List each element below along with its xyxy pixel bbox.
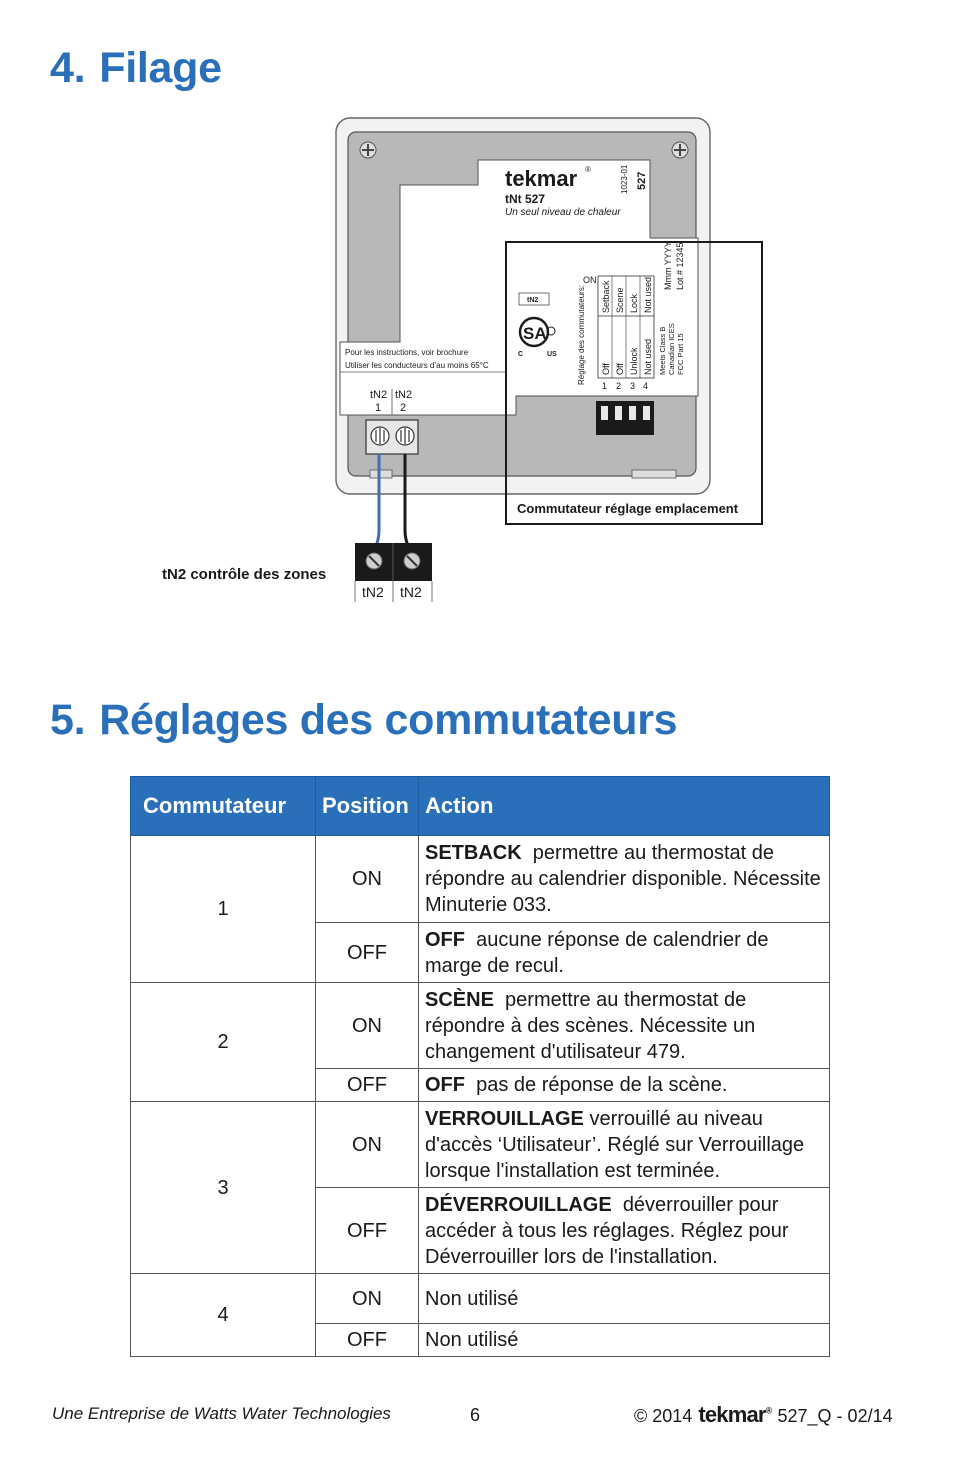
action-cell — [419, 1069, 830, 1102]
wiring-diagram — [0, 110, 954, 610]
switch-number-cell: 3 — [131, 1102, 316, 1274]
table-row — [131, 836, 830, 923]
action-keyword: SCÈNE — [425, 988, 494, 1011]
column-header-action: Action — [419, 777, 830, 836]
screw-icon — [672, 142, 688, 158]
page-number: 6 — [470, 1405, 481, 1425]
switch-number-3: 3 — [630, 381, 636, 391]
action-text: permettre au thermostat de répondre au calendrier disponible. Nécessite Minuterie 033. — [425, 842, 821, 916]
position-cell: ON — [316, 1102, 419, 1188]
brand-logo: tekmar — [505, 166, 578, 191]
terminal-label-1: tN2 — [370, 389, 388, 401]
zone-terminal-screw-icon — [366, 553, 382, 569]
position-cell: OFF — [316, 923, 419, 983]
action-text: aucune réponse de calendrier de marge de recul. — [425, 928, 769, 977]
action-cell — [419, 1188, 830, 1274]
table-row — [131, 1102, 830, 1188]
action-keyword: OFF — [425, 1074, 465, 1096]
action-cell — [419, 1324, 830, 1357]
zone-label: tN2 contrôle des zones — [162, 566, 327, 583]
registered-mark: ® — [765, 1405, 772, 1416]
switch-number-cell: 2 — [131, 983, 316, 1102]
part-code: 1023-01 — [620, 164, 629, 194]
meets-line-3: FCC Part 15 — [676, 333, 685, 375]
position-cell: OFF — [316, 1188, 419, 1274]
section-heading-wiring — [50, 44, 222, 93]
switch-number-cell: 1 — [131, 836, 316, 983]
table-row — [131, 1274, 830, 1324]
action-text: Non utilisé — [425, 1287, 519, 1310]
csa-c: C — [518, 351, 524, 358]
action-cell — [419, 983, 830, 1069]
table-header-row — [131, 777, 830, 836]
action-cell — [419, 1102, 830, 1188]
switch-number-1: 1 — [602, 381, 608, 391]
position-cell: OFF — [316, 1069, 419, 1102]
action-keyword: VERROUILLAGE — [425, 1107, 584, 1130]
instructions-line-1: Pour les instructions, voir brochure — [345, 348, 469, 357]
copyright-text: © 2014 — [634, 1406, 693, 1426]
column-header-position: Position — [316, 777, 419, 836]
brand-name: tekmar — [698, 1402, 766, 1427]
switch-block-label: Réglage des commutateurs: — [577, 284, 586, 385]
position-cell: ON — [316, 836, 419, 923]
screw-icon — [360, 142, 376, 158]
section-title: Réglages des commutateurs — [99, 696, 678, 744]
switch-off-name-2: Off — [615, 363, 625, 375]
switch-number-cell: 4 — [131, 1274, 316, 1357]
switch-off-name-1: Off — [601, 363, 611, 375]
instructions-line-2: Utiliser les conducteurs d’au moins 65°C — [345, 361, 489, 370]
model-name: tNt 527 — [505, 192, 546, 206]
zone-terminal-screw-icon — [404, 553, 420, 569]
switch-on-label: ON — [583, 275, 597, 285]
document-code: 527_Q - 02/14 — [777, 1406, 893, 1426]
action-text: pas de réponse de la scène. — [476, 1074, 728, 1096]
column-header-switch: Commutateur — [131, 777, 316, 836]
action-text: verrouillé au niveau d'accès ‘Utilisateur’. Réglé sur Verrouillage lorsque l'installation est terminée. — [425, 1107, 805, 1182]
model-number: 527 — [636, 171, 648, 190]
zone-terminal-label-1: tN2 — [362, 584, 384, 600]
switch-settings-table — [130, 776, 830, 1357]
terminal-number-1: 1 — [375, 402, 382, 414]
action-text: Non utilisé — [425, 1329, 519, 1351]
action-text: déverrouiller pour accéder à tous les réglages. Réglez pour Déverrouiller lors de l'installation. — [425, 1193, 789, 1268]
position-cell: ON — [316, 983, 419, 1069]
position-cell: ON — [316, 1274, 419, 1324]
action-cell — [419, 923, 830, 983]
terminal-number-2: 2 — [400, 402, 407, 414]
meets-line-1: Meets Class B — [658, 326, 667, 375]
terminal-label-2: tN2 — [395, 389, 413, 401]
action-text: permettre au thermostat de répondre à des scènes. Nécessite un changement d'utilisateur 479. — [425, 988, 756, 1063]
switch-off-name-3: Unlock — [629, 347, 639, 375]
action-keyword: DÉVERROUILLAGE — [425, 1193, 612, 1216]
switch-number-4: 4 — [643, 381, 649, 391]
action-cell — [419, 836, 830, 923]
switch-number-2: 2 — [616, 381, 622, 391]
section-title: Filage — [99, 44, 222, 92]
terminal-screw-icon — [396, 427, 414, 445]
section-heading-settings — [50, 696, 677, 745]
svg-text:®: ® — [585, 165, 591, 174]
date-line-1: Mmm YYYY — [663, 241, 673, 290]
zone-terminal-label-2: tN2 — [400, 584, 422, 600]
position-cell: OFF — [316, 1324, 419, 1357]
switch-off-name-4: Not used — [643, 338, 653, 375]
terminal-screw-icon — [371, 427, 389, 445]
action-keyword: OFF — [425, 928, 465, 951]
model-subtitle: Un seul niveau de chaleur — [505, 207, 621, 218]
brand-logo — [698, 1402, 771, 1428]
switch-on-name-2: Scene — [615, 287, 625, 313]
svg-text:SA: SA — [523, 324, 547, 343]
table-row — [131, 983, 830, 1069]
section-number: 4. — [50, 44, 86, 92]
switch-on-name-4: Not used — [643, 276, 653, 313]
footer-company: Une Entreprise de Watts Water Technologies — [52, 1404, 391, 1423]
callout-label: Commutateur réglage emplacement — [517, 501, 739, 516]
tn2-badge-text: tN2 — [527, 297, 539, 304]
date-line-2: Lot # 12345 — [675, 242, 685, 290]
switch-on-name-1: Setback — [601, 280, 611, 313]
switch-on-name-3: Lock — [629, 293, 639, 313]
section-number: 5. — [50, 696, 86, 744]
csa-us: US — [547, 351, 557, 358]
action-cell — [419, 1274, 830, 1324]
action-keyword: SETBACK — [425, 842, 522, 864]
footer-copyright — [634, 1402, 893, 1428]
meets-line-2: Canadian ICES — [667, 323, 676, 375]
